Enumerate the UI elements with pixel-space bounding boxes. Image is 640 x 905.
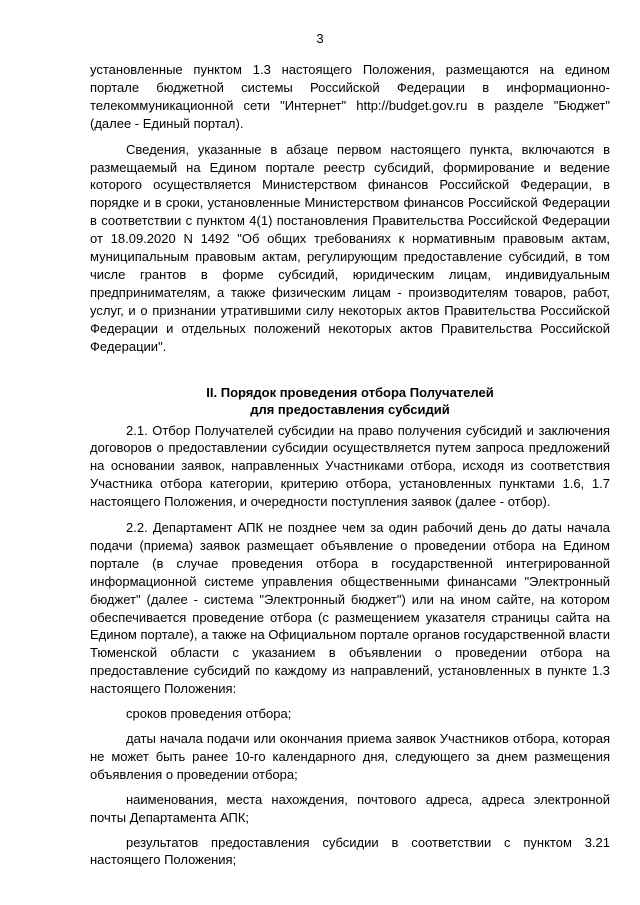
section-heading-line-1: II. Порядок проведения отбора Получателей xyxy=(206,384,494,400)
paragraph-continuation: установленные пунктом 1.3 настоящего Положения, размещаются на едином портале бюджетной системы Российской Федерации в информационно-телекоммуникационной сети "Интернет" http://budget.gov.ru в разделе "Бюджет" (далее - Единый портал). xyxy=(90,62,610,131)
page-number: 3 xyxy=(316,31,324,46)
list-item: даты начала подачи или окончания приема заявок Участников отбора, которая не может быть ранее 10-го календарного дня, следующего за днем размещения объявления о проведении отбора; xyxy=(90,731,610,782)
section-heading-line-2: для предоставления субсидий xyxy=(250,401,450,417)
paragraph-registry-info: Сведения, указанные в абзаце первом настоящего пункта, включаются в размещаемый на Едином портале реестр субсидий, формирование и ведение которого осуществляется Министерством финансов Российской Федерации, в порядке и в сроки, установленные Министерством финансов Российской Федерации в соответствии с пунктом 4(1) постановления Правительства Российской Федерации от 18.09.2020 N 1492 "Об общих требованиях к нормативным правовым актам, муниципальным правовым актам, регулирующим предоставление субсидий, в том числе грантов в форме субсидий, юридическим лицам, индивидуальным предпринимателям, а также физическим лицам - производителям товаров, работ, услуг, и о признании утратившими силу некоторых актов Правительства Российской Федерации и отдельных положений некоторых актов Правительства Российской Федерации". xyxy=(90,141,610,354)
paragraph-2-2: 2.2. Департамент АПК не позднее чем за один рабочий день до даты начала подачи (приема) заявок размещает объявление о проведении отбора на Едином портале (в случае проведения отбора в государственной интегрированной информационной системе управления общественными финансами "Электронный бюджет" (далее - система "Электронный бюджет") или на ином сайте, на котором обеспечивается проведение отбора (с размещением указателя страницы сайта на Едином портале), а также на Официальном портале органов государственной власти Тюменской области с указанием в объявлении о проведении отбора на предоставление субсидий по каждому из направлений, установленных в пункте 1.3 настоящего Положения: xyxy=(90,520,610,697)
section-heading xyxy=(90,384,610,418)
document-body xyxy=(90,61,610,869)
list-item: результатов предоставления субсидии в соответствии с пунктом 3.21 настоящего Положения; xyxy=(90,834,610,868)
list-item: сроков проведения отбора; xyxy=(126,706,292,722)
paragraph-2-1: 2.1. Отбор Получателей субсидии на право получения субсидий и заключения договоров о предоставлении субсидии осуществляется путем запроса предложений на основании заявок, направленных Участниками отбора, исходя из соответствия Участника отбора категории, критерию отбора, установленных пунктами 1.6, 1.7 настоящего Положения, и очередности поступления заявок (далее - отбор). xyxy=(90,422,610,510)
list-item: наименования, места нахождения, почтового адреса, адреса электронной почты Департамента АПК; xyxy=(90,791,610,825)
